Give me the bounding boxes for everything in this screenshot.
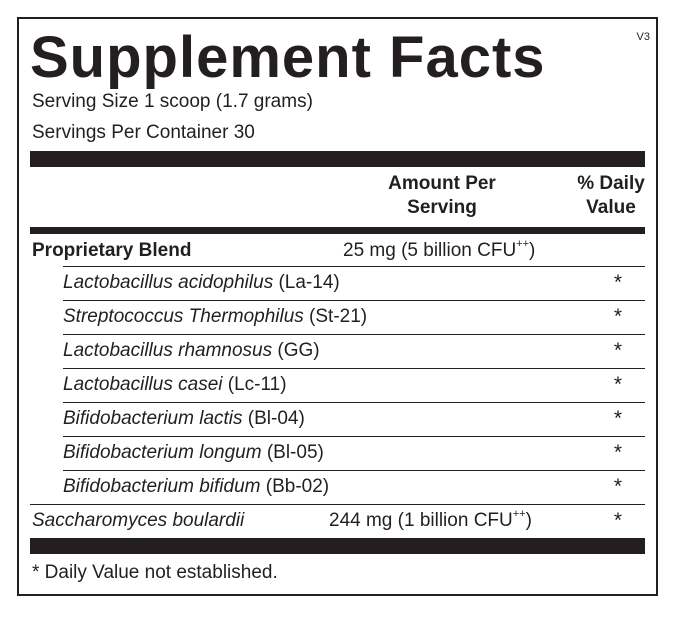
- saccharomyces-amount: [329, 505, 532, 537]
- ingredient-name: [63, 267, 340, 299]
- ingredient-species: Streptococcus Thermophilus: [63, 306, 304, 327]
- ingredient-strain: (Bl-04): [242, 408, 305, 429]
- ingredient-name: [63, 369, 287, 401]
- dv-header-line2: Value: [586, 197, 636, 218]
- saccharomyces-row: [32, 505, 645, 537]
- daily-value-header: [559, 172, 663, 220]
- ingredient-name: [63, 301, 367, 333]
- ingredient-name: [63, 437, 324, 469]
- ingredient-row: [63, 335, 645, 367]
- saccharomyces-amount-close: ): [525, 510, 532, 531]
- proprietary-blend-row: [32, 235, 645, 267]
- ingredient-row: [63, 403, 645, 435]
- header-divider: [30, 227, 645, 234]
- serving-size: Serving Size 1 scoop (1.7 grams): [32, 91, 313, 112]
- blend-amount-sup: ++: [516, 237, 530, 250]
- ingredient-strain: (GG): [272, 340, 320, 361]
- ingredient-strain: (St-21): [303, 306, 368, 327]
- ingredient-dv: *: [613, 305, 623, 328]
- version-label: V3: [636, 31, 650, 43]
- ingredient-dv: *: [613, 407, 623, 430]
- ingredient-species: Lactobacillus acidophilus: [63, 272, 274, 293]
- ingredient-row: [63, 267, 645, 299]
- supplement-facts-panel: [17, 17, 658, 596]
- saccharomyces-amount-sup: ++: [512, 507, 526, 520]
- amount-per-serving-header: [355, 172, 529, 220]
- ingredient-dv: *: [613, 441, 623, 464]
- ingredient-row: [63, 471, 645, 503]
- ingredient-strain: (Lc-11): [222, 374, 287, 395]
- ingredient-species: Lactobacillus rhamnosus: [63, 340, 273, 361]
- ingredient-species: Bifidobacterium lactis: [63, 408, 243, 429]
- saccharomyces-amount-text: 244 mg (1 billion CFU: [329, 510, 513, 531]
- ingredient-dv: *: [613, 271, 623, 294]
- ingredient-name: [63, 471, 329, 503]
- servings-per-container: Servings Per Container 30: [32, 122, 255, 143]
- amount-header-line2: Serving: [407, 197, 477, 218]
- ingredient-strain: (La-14): [273, 272, 340, 293]
- saccharomyces-dv: *: [613, 509, 623, 532]
- proprietary-blend-amount: [343, 235, 535, 267]
- ingredient-dv: *: [613, 475, 623, 498]
- ingredient-species: Bifidobacterium longum: [63, 442, 262, 463]
- ingredient-dv: *: [613, 339, 623, 362]
- ingredient-row: [63, 437, 645, 469]
- panel-title: Supplement Facts: [30, 25, 546, 90]
- footnote: * Daily Value not established.: [32, 562, 278, 583]
- amount-header-line1: Amount Per: [388, 173, 496, 194]
- blend-amount-text: 25 mg (5 billion CFU: [343, 240, 517, 261]
- ingredient-row: [63, 301, 645, 333]
- ingredient-name: [63, 335, 320, 367]
- proprietary-blend-name: Proprietary Blend: [32, 240, 192, 261]
- saccharomyces-name: [32, 505, 244, 537]
- ingredient-strain: (Bl-05): [261, 442, 324, 463]
- dv-header-line1: % Daily: [577, 173, 645, 194]
- saccharomyces-species: Saccharomyces boulardii: [32, 510, 245, 531]
- bottom-thick-divider: [30, 538, 645, 554]
- ingredient-name: [63, 403, 305, 435]
- ingredient-species: Lactobacillus casei: [63, 374, 223, 395]
- top-thick-divider: [30, 151, 645, 167]
- ingredient-row: [63, 369, 645, 401]
- blend-amount-close: ): [529, 240, 536, 261]
- ingredient-dv: *: [613, 373, 623, 396]
- ingredient-strain: (Bb-02): [260, 476, 330, 497]
- ingredient-species: Bifidobacterium bifidum: [63, 476, 261, 497]
